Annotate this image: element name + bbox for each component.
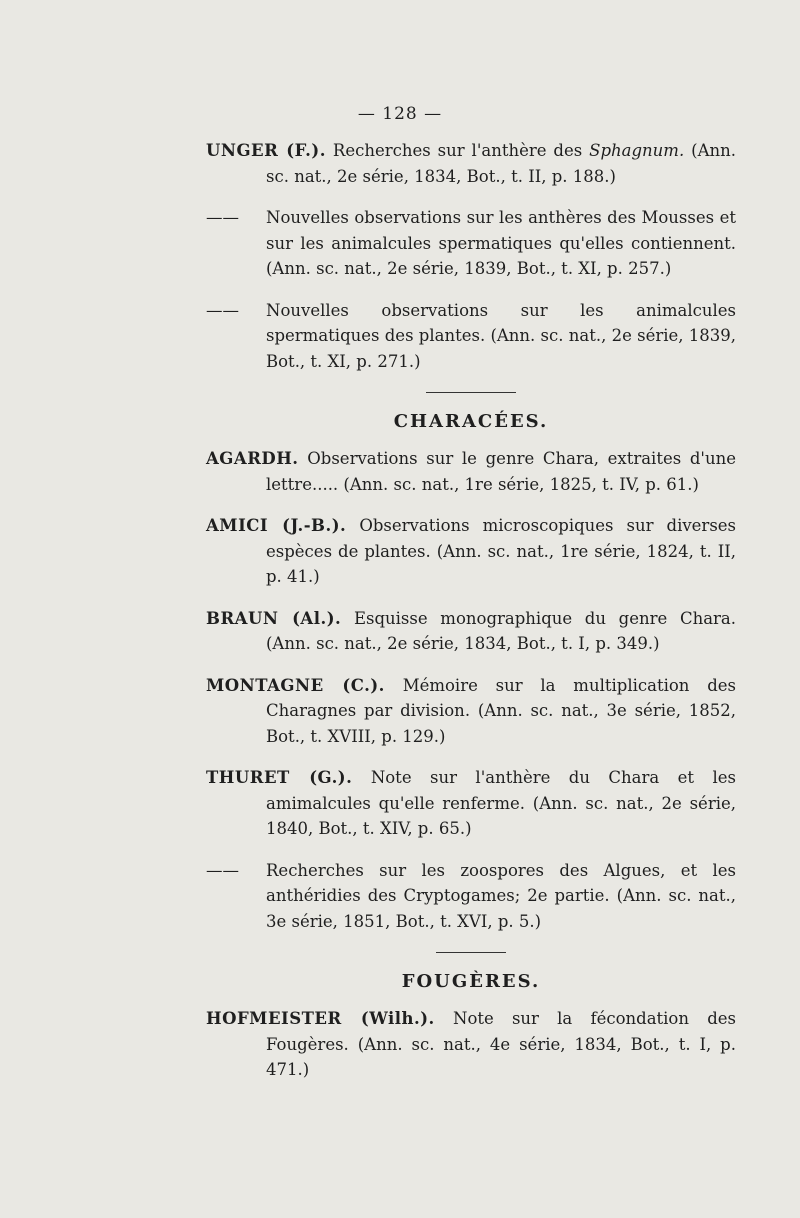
bibliography-entry-agardh: [206, 446, 736, 497]
text-body: [206, 138, 736, 1083]
section-title-fougeres: FOUGÈRES.: [401, 971, 541, 992]
entry-text: Observations microscopiques sur diverses espèces de plantes.: [266, 516, 737, 561]
entry-ref: (Ann. sc. nat., 4e série, 1834, Bot., t. I, p. 471.): [266, 1034, 736, 1079]
entry-italic: Sphagnum.: [589, 141, 685, 160]
bibliography-entry-montagne: [206, 673, 736, 750]
bibliography-entry-amici: [206, 513, 736, 590]
entry-author: AMICI (J.-B.).: [206, 516, 347, 535]
entry-author: THURET (G.).: [206, 768, 353, 787]
entry-author: HOFMEISTER (Wilh.).: [206, 1009, 435, 1028]
entry-dash: ——: [206, 860, 239, 880]
bibliography-entry-hofmeister: [206, 1006, 736, 1083]
entry-text: Note sur la fécondation des Fougères.: [266, 1009, 736, 1054]
bibliography-entry-unger-1: [206, 138, 736, 189]
section-divider: [426, 392, 516, 393]
entry-text: Recherches sur l'anthère des: [332, 141, 590, 160]
entry-ref: (Ann. sc. nat., 2e série, 1834, Bot., t. II, p. 188.): [266, 141, 736, 186]
entry-ref: (Ann. sc. nat., 1re série, 1824, t. II, p. 41.): [266, 541, 736, 586]
entry-ref: (Ann. sc. nat., 2e série, 1839, Bot., t. XI, p. 257.): [266, 259, 672, 278]
entry-ref: (Ann. sc. nat., 1re série, 1825, t. IV, p. 61.): [338, 474, 699, 494]
entry-author: MONTAGNE (C.).: [206, 675, 385, 695]
entry-author: UNGER (F.).: [206, 141, 326, 160]
entry-text: Note sur l'anthère du Chara et les amimalcules qu'elle renferme.: [266, 768, 737, 813]
section-title-characees: CHARACÉES.: [393, 411, 549, 432]
entry-ref: (Ann. sc. nat., 2e série, 1840, Bot., t. XIV, p. 65.): [266, 793, 736, 838]
entry-text: Esquisse monographique du genre Chara.: [353, 608, 736, 628]
entry-text: Observations sur le genre Chara, extraites d'une lettre.....: [266, 449, 736, 494]
entry-dash: ——: [206, 300, 239, 320]
entry-dash: ——: [206, 208, 239, 227]
bibliography-entry-unger-2: [206, 205, 736, 282]
entry-text: Mémoire sur la multiplication des Charagnes par division.: [266, 675, 737, 720]
page-number: — 128 —: [357, 104, 443, 124]
entry-author: BRAUN (Al.).: [206, 608, 342, 628]
entry-author: AGARDH.: [206, 449, 299, 468]
entry-ref: (Ann. sc. nat., 3e série, 1851, Bot., t. XVI, p. 5.): [266, 886, 737, 931]
entry-text: Recherches sur les zoospores des Algues, et les anthéridies des Cryptogames; 2e partie.: [266, 860, 736, 905]
entry-text: Nouvelles observations sur les anthères des Mousses et sur les animalcules spermatiques qu'elles contiennent.: [266, 208, 736, 253]
entry-ref: (Ann. sc. nat., 2e série, 1834, Bot., t. I, p. 349.): [266, 634, 660, 653]
entry-ref: (Ann. sc. nat., 3e série, 1852, Bot., t. XVIII, p. 129.): [266, 701, 737, 746]
bibliography-entry-unger-3: [206, 298, 736, 375]
section-divider: [436, 952, 506, 953]
bibliography-entry-thuret-1: [206, 765, 736, 842]
entry-text: Nouvelles observations sur les animalcules spermatiques des plantes.: [266, 300, 736, 345]
bibliography-entry-thuret-2: [206, 858, 736, 935]
entry-ref: (Ann. sc. nat., 2e série, 1839, Bot., t. XI, p. 271.): [266, 326, 736, 371]
bibliography-entry-braun: [206, 606, 736, 657]
